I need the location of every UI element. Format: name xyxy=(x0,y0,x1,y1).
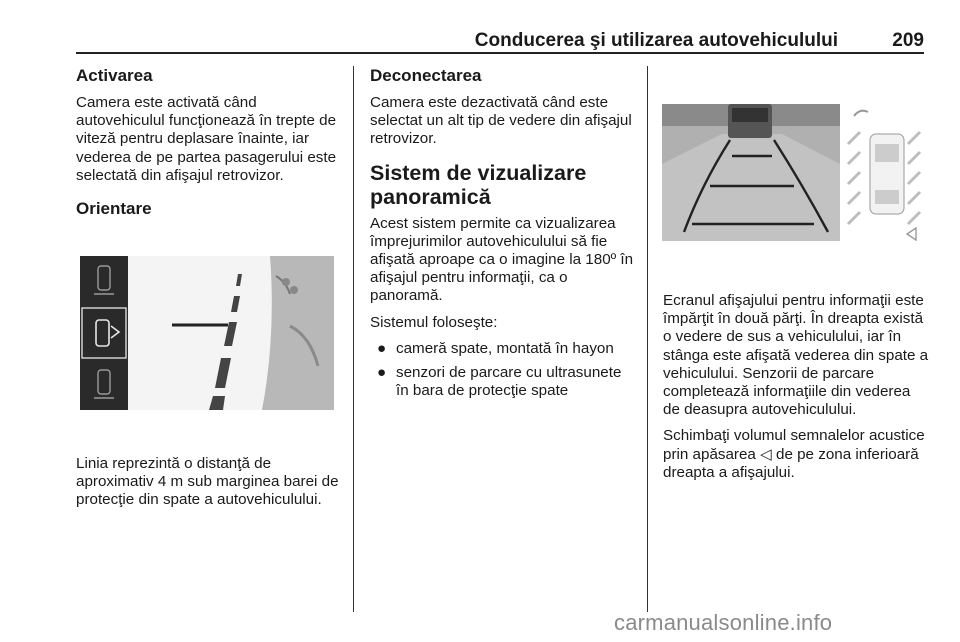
paragraph: Camera este dezactivată când este selectat un alt tip de vedere din afişajul retrovizor. xyxy=(370,94,632,148)
paragraph: Acest sistem permite ca vizualizarea împrejurimilor autovehiculului să fie afişată aproape ca o imagine la 180º în afişajul pentru informaţii, ca o panoramă. xyxy=(370,214,634,305)
front-camera-figure xyxy=(80,256,334,410)
column-2 xyxy=(370,66,634,406)
header-rule xyxy=(76,52,924,54)
chapter-title: Conducerea şi utilizarea autovehiculului xyxy=(474,30,838,51)
paragraph: Schimbaţi volumul semnalelor acustice prin apăsarea ◁ de pe zona inferioară dreapta a afişajului. xyxy=(663,427,925,481)
page-number: 209 xyxy=(892,30,924,51)
column-1-bottom xyxy=(76,455,344,518)
paragraph: Sistemul foloseşte: xyxy=(370,313,498,331)
heading-activarea: Activarea xyxy=(76,66,153,85)
column-1 xyxy=(76,66,344,227)
bullet-list xyxy=(370,340,634,401)
column-divider xyxy=(353,66,354,612)
paragraph: Ecranul afişajului pentru informaţii este împărţit în două părţi. În dreapta există o vedere de sus a vehiculului, iar în stânga este afişată vederea din spate a vehiculului. Senzorii de parcare completează informaţiile din vederea de deasupra autovehiculului. xyxy=(663,292,929,419)
column-divider xyxy=(647,66,648,612)
page-header xyxy=(76,30,924,52)
heading-sistem-panoramic: Sistem de vizualizare panoramică xyxy=(370,160,587,209)
heading-deconectarea: Deconectarea xyxy=(370,66,482,85)
bullet-icon: ● xyxy=(377,364,387,382)
heading-orientare: Orientare xyxy=(76,199,152,219)
bullet-icon: ● xyxy=(377,339,387,357)
paragraph: Linia reprezintă o distanţă de aproximativ 4 m sub marginea barei de protecţie din spate a autovehiculului. xyxy=(76,455,339,509)
column-3 xyxy=(663,292,929,490)
list-item: ● cameră spate, montată în hayon xyxy=(377,339,614,357)
list-item: ● senzori de parcare cu ultrasunete în bara de protecţie spate xyxy=(377,364,622,400)
panorama-camera-figure xyxy=(662,104,924,241)
paragraph: Camera este activată când autovehiculul funcţionează în trepte de viteză pentru deplasare înainte, iar vederea de pe partea pasagerului este selectată din afişajul retrovizor. xyxy=(76,94,337,184)
watermark: carmanualsonline.info xyxy=(614,610,833,635)
